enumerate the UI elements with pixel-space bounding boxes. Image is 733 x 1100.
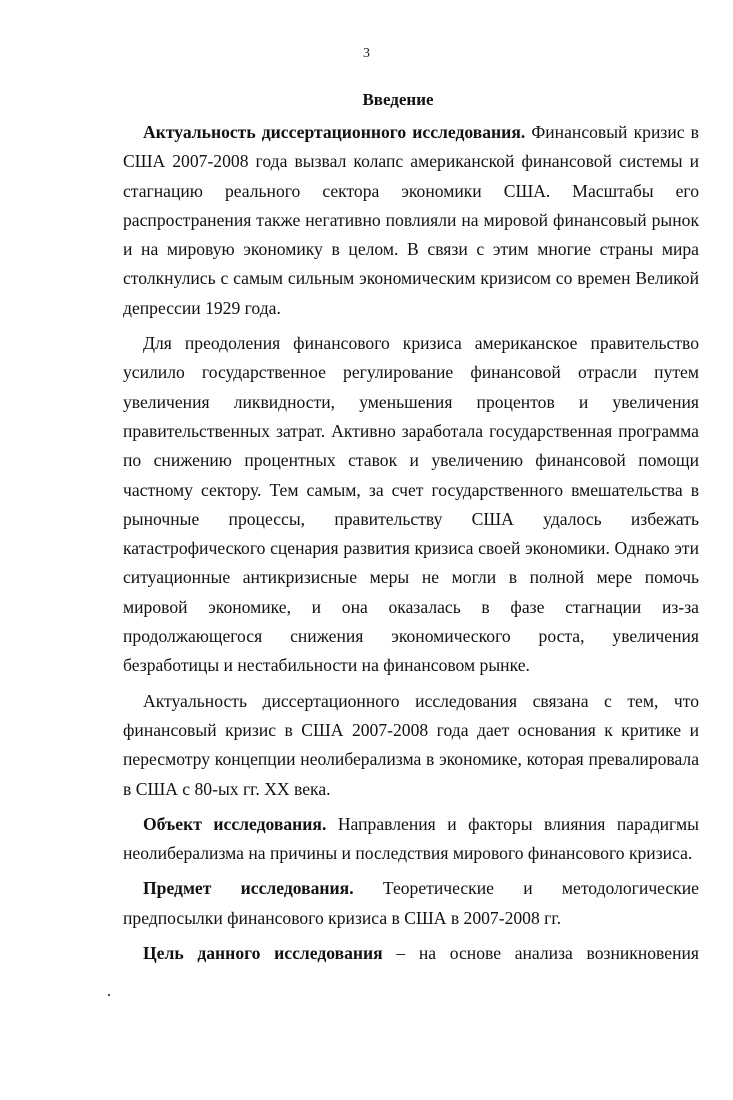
section-title: Введение <box>362 90 434 109</box>
paragraph-government-measures <box>123 329 699 681</box>
document-body <box>123 118 699 974</box>
paragraph-lead: Объект исследования. <box>143 813 327 834</box>
paragraph-text: Актуальность диссертационного исследования связана с тем, что финансовый кризис в США 2007-2008 года дает основания к критике и пересмотру концепции неолиберализма в экономике, которая превалировала в США с 80-ых гг. XX века. <box>123 690 699 799</box>
paragraph-text: Финансовый кризис в США 2007-2008 года вызвал колапс американской финансовой системы и стагнацию реального сектора экономики США. Масштабы его распространения также негативно повлияли на мировой финансовый рынок и на мировую экономику в целом. В связи с этим многие страны мира столкнулись с самым сильным экономическим кризисом со времен Великой депрессии 1929 года. <box>123 122 699 318</box>
paragraph-research-goal <box>123 939 699 968</box>
paragraph-lead: Актуальность диссертационного исследования. <box>143 122 526 142</box>
paragraph-lead: Предмет исследования. <box>143 878 354 899</box>
paragraph-relevance <box>123 118 699 323</box>
paragraph-research-subject <box>123 874 699 933</box>
paragraph-text: – на основе анализа возникновения <box>382 943 699 964</box>
paragraph-text: Теоретические и методологические предпосылки финансового кризиса в США в 2007-2008 гг. <box>123 878 699 928</box>
paragraph-text: Направления и факторы влияния парадигмы неолиберализма на причины и последствия мирового финансового кризиса. <box>123 813 699 864</box>
paragraph-research-object <box>123 810 699 869</box>
paragraph-lead: Цель данного исследования <box>143 943 383 964</box>
page-number: 3 <box>363 46 370 61</box>
paragraph-text: Для преодоления финансового кризиса американское правительство усилило государственное регулирование финансовой отрасли путем увеличения ликвидности, уменьшения процентов и увеличения правительственных затрат. Активно заработала государственная программа по снижению процентных ставок и увеличению финансовой помощи частному сектору. Тем самым, за счет государственного вмешательства в рыночные процессы, правительству США удалось избежать катастрофического сценария развития кризиса своей экономики. Однако эти ситуационные антикризисные меры не могли в полной мере помочь мировой экономике, и она оказалась в фазе стагнации из-за продолжающегося снижения экономического роста, увеличения безработицы и нестабильности на финансовом рынке. <box>123 333 699 676</box>
scan-speck <box>108 994 110 996</box>
paragraph-neoliberalism-critique <box>123 687 699 804</box>
